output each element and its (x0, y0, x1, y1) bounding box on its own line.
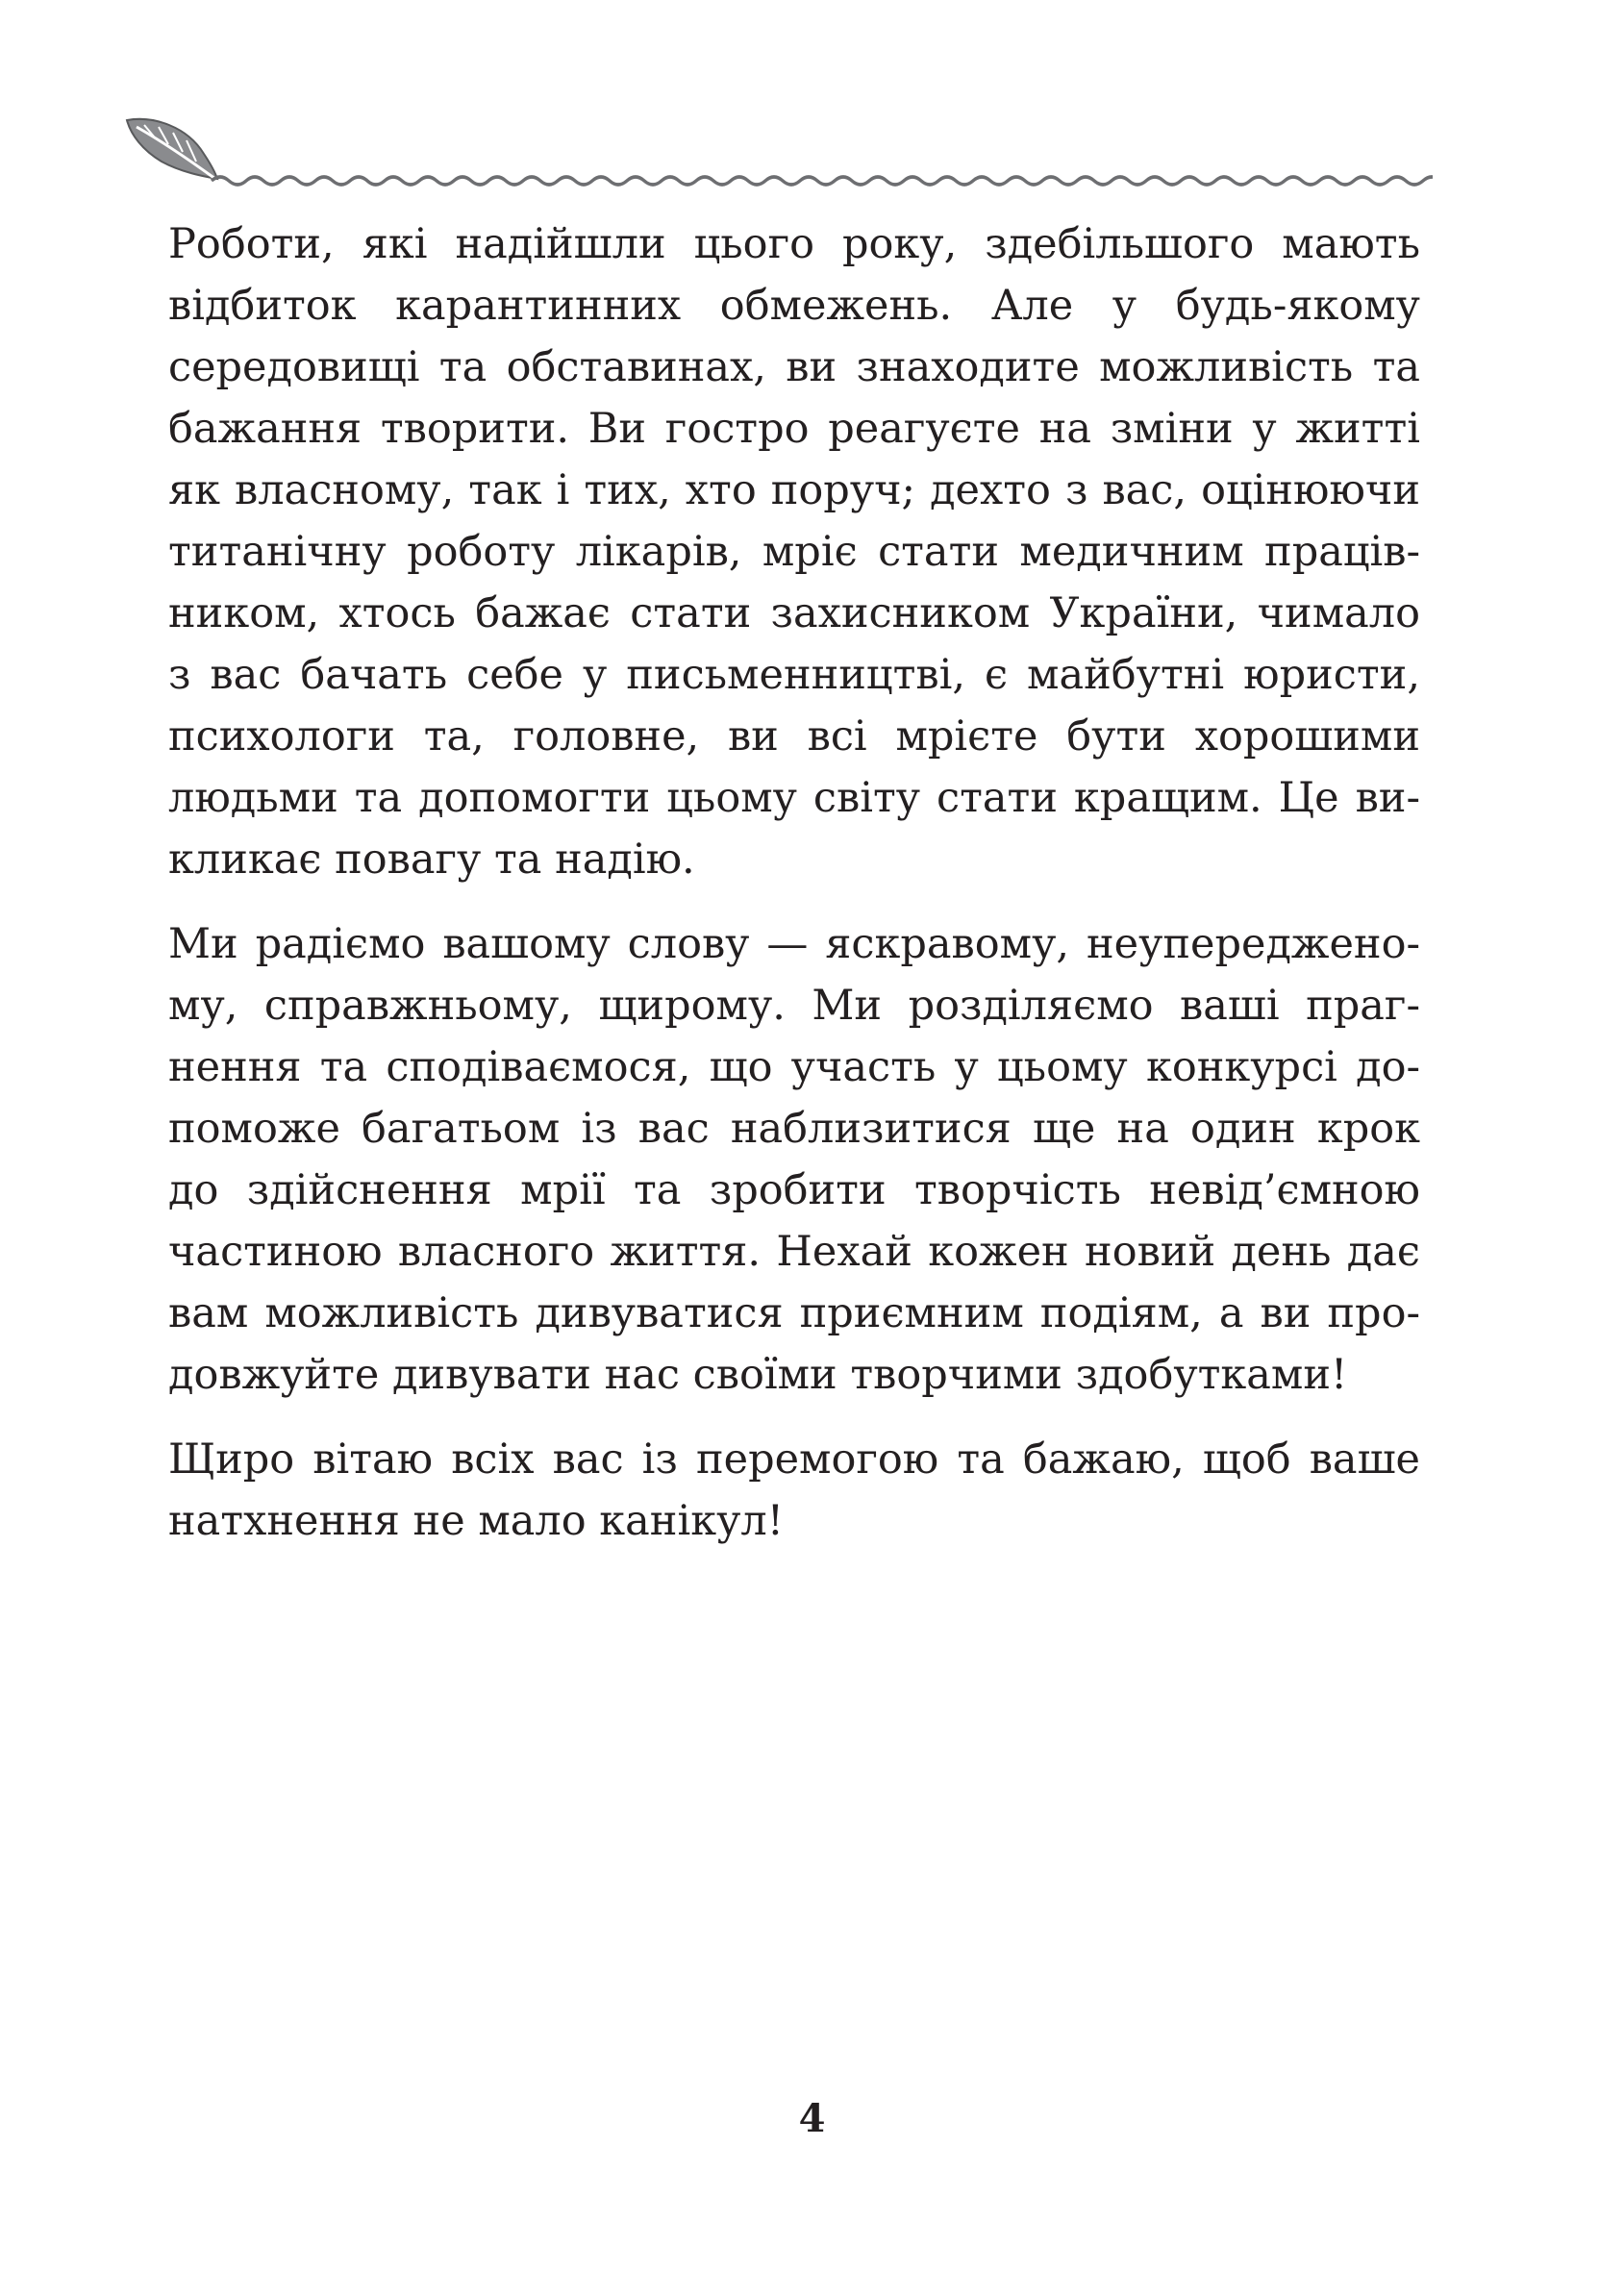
text-line: відбиток карантинних обмежень. Але у будь-якому (168, 282, 1420, 330)
text-line: довжуйте дивувати нас своїми творчими здобутками! (168, 1351, 1348, 1399)
body-text (168, 213, 1420, 1575)
text-line: частиною власного життя. Нехай кожен новий день дає (168, 1228, 1420, 1276)
text-line: до здійснення мрії та зробити творчість невід’ємною (168, 1166, 1420, 1214)
page-number: 4 (798, 2096, 826, 2141)
text-line: поможе багатьом із вас наблизитися ще на один крок (168, 1105, 1420, 1153)
text-line: з вас бачать себе у письменництві, є майбутні юристи, (168, 651, 1420, 699)
text-line: нення та сподіваємося, що участь у цьому конкурсі до- (168, 1043, 1420, 1091)
text-line: людьми та допомогти цьому світу стати кращим. Це ви- (168, 774, 1420, 822)
paragraph-3 (168, 1429, 1420, 1552)
text-line: Щиро вітаю всіх вас із перемогою та бажаю, щоб ваше (168, 1435, 1420, 1484)
paragraph-1 (168, 213, 1420, 890)
text-line: бажання творити. Ви гостро реагуєте на зміни у житті (168, 405, 1420, 453)
text-line: му, справжньому, щирому. Ми розділяємо ваші праг- (168, 982, 1420, 1030)
text-line: середовищі та обставинах, ви знаходите можливість та (168, 343, 1420, 391)
text-line: титанічну роботу лікарів, мріє стати медичним праців- (168, 528, 1420, 576)
text-line: натхнення не мало канікул! (168, 1497, 784, 1545)
paragraph-2 (168, 913, 1420, 1406)
text-line: кликає повагу та надію. (168, 836, 695, 884)
feather-quill-icon (127, 119, 217, 179)
wavy-divider (212, 177, 1433, 185)
header-ornament (115, 106, 1433, 192)
text-line: Ми радіємо вашому слову — яскравому, неупереджено- (168, 920, 1420, 968)
text-line: вам можливість дивуватися приємним подіям, а ви про- (168, 1289, 1420, 1337)
text-line: ником, хтось бажає стати захисником України, чимало (168, 589, 1420, 637)
text-line: як власному, так і тих, хто поруч; дехто з вас, оцінюючи (168, 466, 1420, 514)
text-line: Роботи, які надійшли цього року, здебільшого мають (168, 220, 1420, 268)
text-line: психологи та, головне, ви всі мрієте бути хорошими (168, 712, 1420, 761)
